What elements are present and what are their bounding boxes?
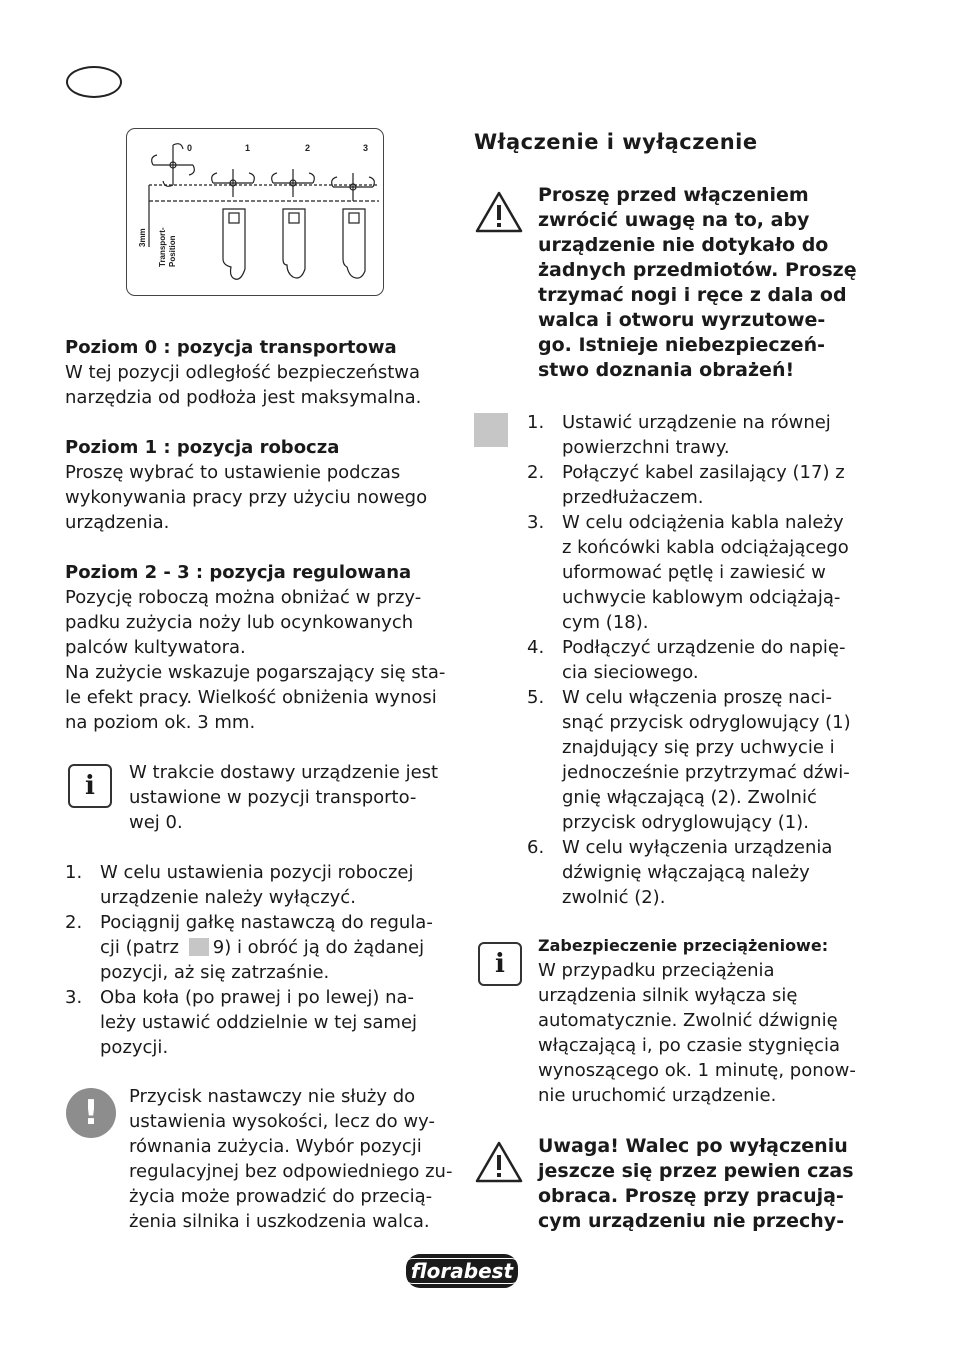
level0-heading: Poziom 0 : pozycja transportowa <box>65 337 397 358</box>
warning-line: jeszcze się przez pewien czas <box>538 1160 854 1182</box>
note-line: ustawienia wysokości, lecz do wy- <box>129 1111 435 1132</box>
warning-line: trzymać nogi i ręce z dala od <box>538 284 847 306</box>
level23-line: le efekt pracy. Wielkość obniżenia wynosi <box>65 687 437 708</box>
warning-block <box>538 183 878 383</box>
caution-note <box>129 1084 459 1234</box>
step-line: jednocześnie przytrzymać dźwi- <box>562 762 850 783</box>
overload-line: włączającą i, po czasie stygnięcia <box>538 1035 841 1056</box>
warning-line: walca i otworu wyrzutowe- <box>538 309 826 331</box>
list-item <box>527 835 877 910</box>
level23-line: Na zużycie wskazuje pogarszający się sta- <box>65 662 446 683</box>
step-line: uformować pętlę i zawiesić w <box>562 562 826 583</box>
step-line: zwolnić (2). <box>562 887 666 908</box>
warning-triangle-icon <box>474 1140 524 1184</box>
left-column <box>65 335 455 735</box>
info-line: wej 0. <box>129 812 183 833</box>
list-item <box>527 510 877 635</box>
step-line-with-icon <box>100 935 455 960</box>
step-line: W celu włączenia proszę naci- <box>562 687 832 708</box>
note-line: Przycisk nastawczy nie służy do <box>129 1086 416 1107</box>
step-line: Ustawić urządzenie na równej <box>562 412 831 433</box>
height-settings-diagram <box>127 129 383 295</box>
overload-line: automatycznie. Zwolnić dźwignię <box>538 1010 838 1031</box>
warning-line: stwo doznania obrażeń! <box>538 359 795 381</box>
list-item <box>527 460 877 510</box>
note-line: równania zużycia. Wybór pozycji <box>129 1136 422 1157</box>
warning-line: żadnych przedmiotów. Proszę <box>538 259 857 281</box>
step-line: leży ustawić oddzielnie w tej samej <box>100 1012 418 1033</box>
warning-line: zwrócić uwagę na to, aby <box>538 209 810 231</box>
warning-block-2 <box>538 1134 878 1234</box>
figure-label-2: 2 <box>305 143 311 153</box>
warning-line: obraca. Proszę przy pracują- <box>538 1185 844 1207</box>
overload-line: W przypadku przeciążenia <box>538 960 775 981</box>
overload-line: urządzenia silnik wyłącza się <box>538 985 798 1006</box>
level1-heading: Poziom 1 : pozycja robocza <box>65 437 340 458</box>
warning-line: Proszę przed włączeniem <box>538 184 809 206</box>
step-number: 1. <box>527 412 545 433</box>
warning-line: cym urządzeniu nie przechy- <box>538 1210 845 1232</box>
step-line: z końcówki kabla odciążającego <box>562 537 849 558</box>
step-line: przycisk odryglowujący (1). <box>562 812 809 833</box>
level23-line: palców kultywatora. <box>65 637 246 658</box>
level23-line: na poziom ok. 3 mm. <box>65 712 256 733</box>
step-number: 5. <box>527 687 545 708</box>
step-line: snąć przycisk odryglowujący (1) <box>562 712 851 733</box>
step-line: W celu ustawienia pozycji roboczej <box>100 862 414 883</box>
step-number: 6. <box>527 837 545 858</box>
step-line: Podłączyć urządzenie do napię- <box>562 637 846 658</box>
info-icon: i <box>68 764 112 808</box>
section-title: Włączenie i wyłączenie <box>474 130 758 154</box>
list-item <box>527 410 877 460</box>
warning-line: go. Istnieje niebezpieczeń- <box>538 334 825 356</box>
list-item <box>65 860 455 910</box>
overload-line: nie uruchomić urządzenie. <box>538 1085 777 1106</box>
list-item <box>527 685 877 835</box>
step-line: urządzenie należy wyłączyć. <box>100 887 356 908</box>
figure-reference-icon <box>189 938 209 956</box>
level1-line: urządzenia. <box>65 512 170 533</box>
step-number: 4. <box>527 637 545 658</box>
info-line: ustawione w pozycji transporto- <box>129 787 417 808</box>
step-line: cym (18). <box>562 612 649 633</box>
note-line: żenia silnika i uszkodzenia walca. <box>129 1211 430 1232</box>
overload-heading: Zabezpieczenie przeciążeniowe: <box>538 936 829 955</box>
warning-line: urządzenie nie dotykało do <box>538 234 829 256</box>
level0-line: narzędzia od podłoża jest maksymalna. <box>65 387 422 408</box>
step-line: cia sieciowego. <box>562 662 699 683</box>
language-badge <box>66 66 122 98</box>
level23-line: Pozycję roboczą można obniżać w przy- <box>65 587 422 608</box>
info-icon: i <box>478 942 522 986</box>
step-text: cji (patrz <box>100 937 180 958</box>
level1-line: wykonywania pracy przy użyciu nowego <box>65 487 428 508</box>
warning-line: Uwaga! Walec po wyłączeniu <box>538 1135 848 1157</box>
step-line: gnię włączającą (2). Zwolnić <box>562 787 817 808</box>
step-line: przedłużaczem. <box>562 487 704 508</box>
note-line: życia może prowadzić do przecią- <box>129 1186 433 1207</box>
step-line: W celu odciążenia kabla należy <box>562 512 844 533</box>
step-number: 2. <box>65 912 83 933</box>
step-line: uchwycie kablowym odciążają- <box>562 587 841 608</box>
transport-position-figure <box>126 128 384 296</box>
step-line: powierzchni trawy. <box>562 437 730 458</box>
step-text: 9) i obróć ją do żądanej <box>212 937 425 958</box>
figure-label-position: Position <box>168 235 177 267</box>
step-line: pozycji. <box>100 1037 169 1058</box>
figure-label-transport: Transport- <box>158 227 167 267</box>
right-steps <box>527 410 877 910</box>
step-number: 2. <box>527 462 545 483</box>
warning-triangle-icon <box>474 190 524 234</box>
note-line: regulacyjnej bez odpowiedniego zu- <box>129 1161 453 1182</box>
list-item <box>65 910 455 985</box>
step-line: pozycji, aż się zatrzaśnie. <box>100 962 330 983</box>
step-line: W celu wyłączenia urządzenia <box>562 837 833 858</box>
logo-text: florabest <box>402 1258 522 1284</box>
overload-note <box>538 934 878 1108</box>
step-line: dźwignię włączającą należy <box>562 862 810 883</box>
figure-label-3: 3 <box>363 143 369 153</box>
list-item <box>65 985 455 1060</box>
figure-label-3mm: 3mm <box>138 228 147 247</box>
info-note <box>129 760 449 835</box>
step-line: Oba koła (po prawej i po lewej) na- <box>100 987 414 1008</box>
info-line: W trakcie dostawy urządzenie jest <box>129 762 439 783</box>
step-line: Pociągnij gałkę nastawczą do regula- <box>100 912 433 933</box>
step-line: znajdujący się przy uchwycie i <box>562 737 835 758</box>
level23-heading: Poziom 2 - 3 : pozycja regulowana <box>65 562 412 583</box>
level0-line: W tej pozycji odległość bezpieczeństwa <box>65 362 421 383</box>
overload-line: wynoszącego ok. 1 minutę, ponow- <box>538 1060 856 1081</box>
step-line: Połączyć kabel zasilający (17) z <box>562 462 845 483</box>
exclamation-icon: ! <box>66 1088 116 1138</box>
step-number: 1. <box>65 862 83 883</box>
list-item <box>527 635 877 685</box>
step-number: 3. <box>527 512 545 533</box>
figure-label-1: 1 <box>245 143 251 153</box>
florabest-logo <box>406 1254 518 1288</box>
left-steps <box>65 860 455 1060</box>
level23-line: padku zużycia noży lub ocynkowanych <box>65 612 414 633</box>
figure-label-0: 0 <box>187 143 193 153</box>
step-number: 3. <box>65 987 83 1008</box>
level1-line: Proszę wybrać to ustawienie podczas <box>65 462 401 483</box>
figure-reference-icon <box>474 413 508 447</box>
